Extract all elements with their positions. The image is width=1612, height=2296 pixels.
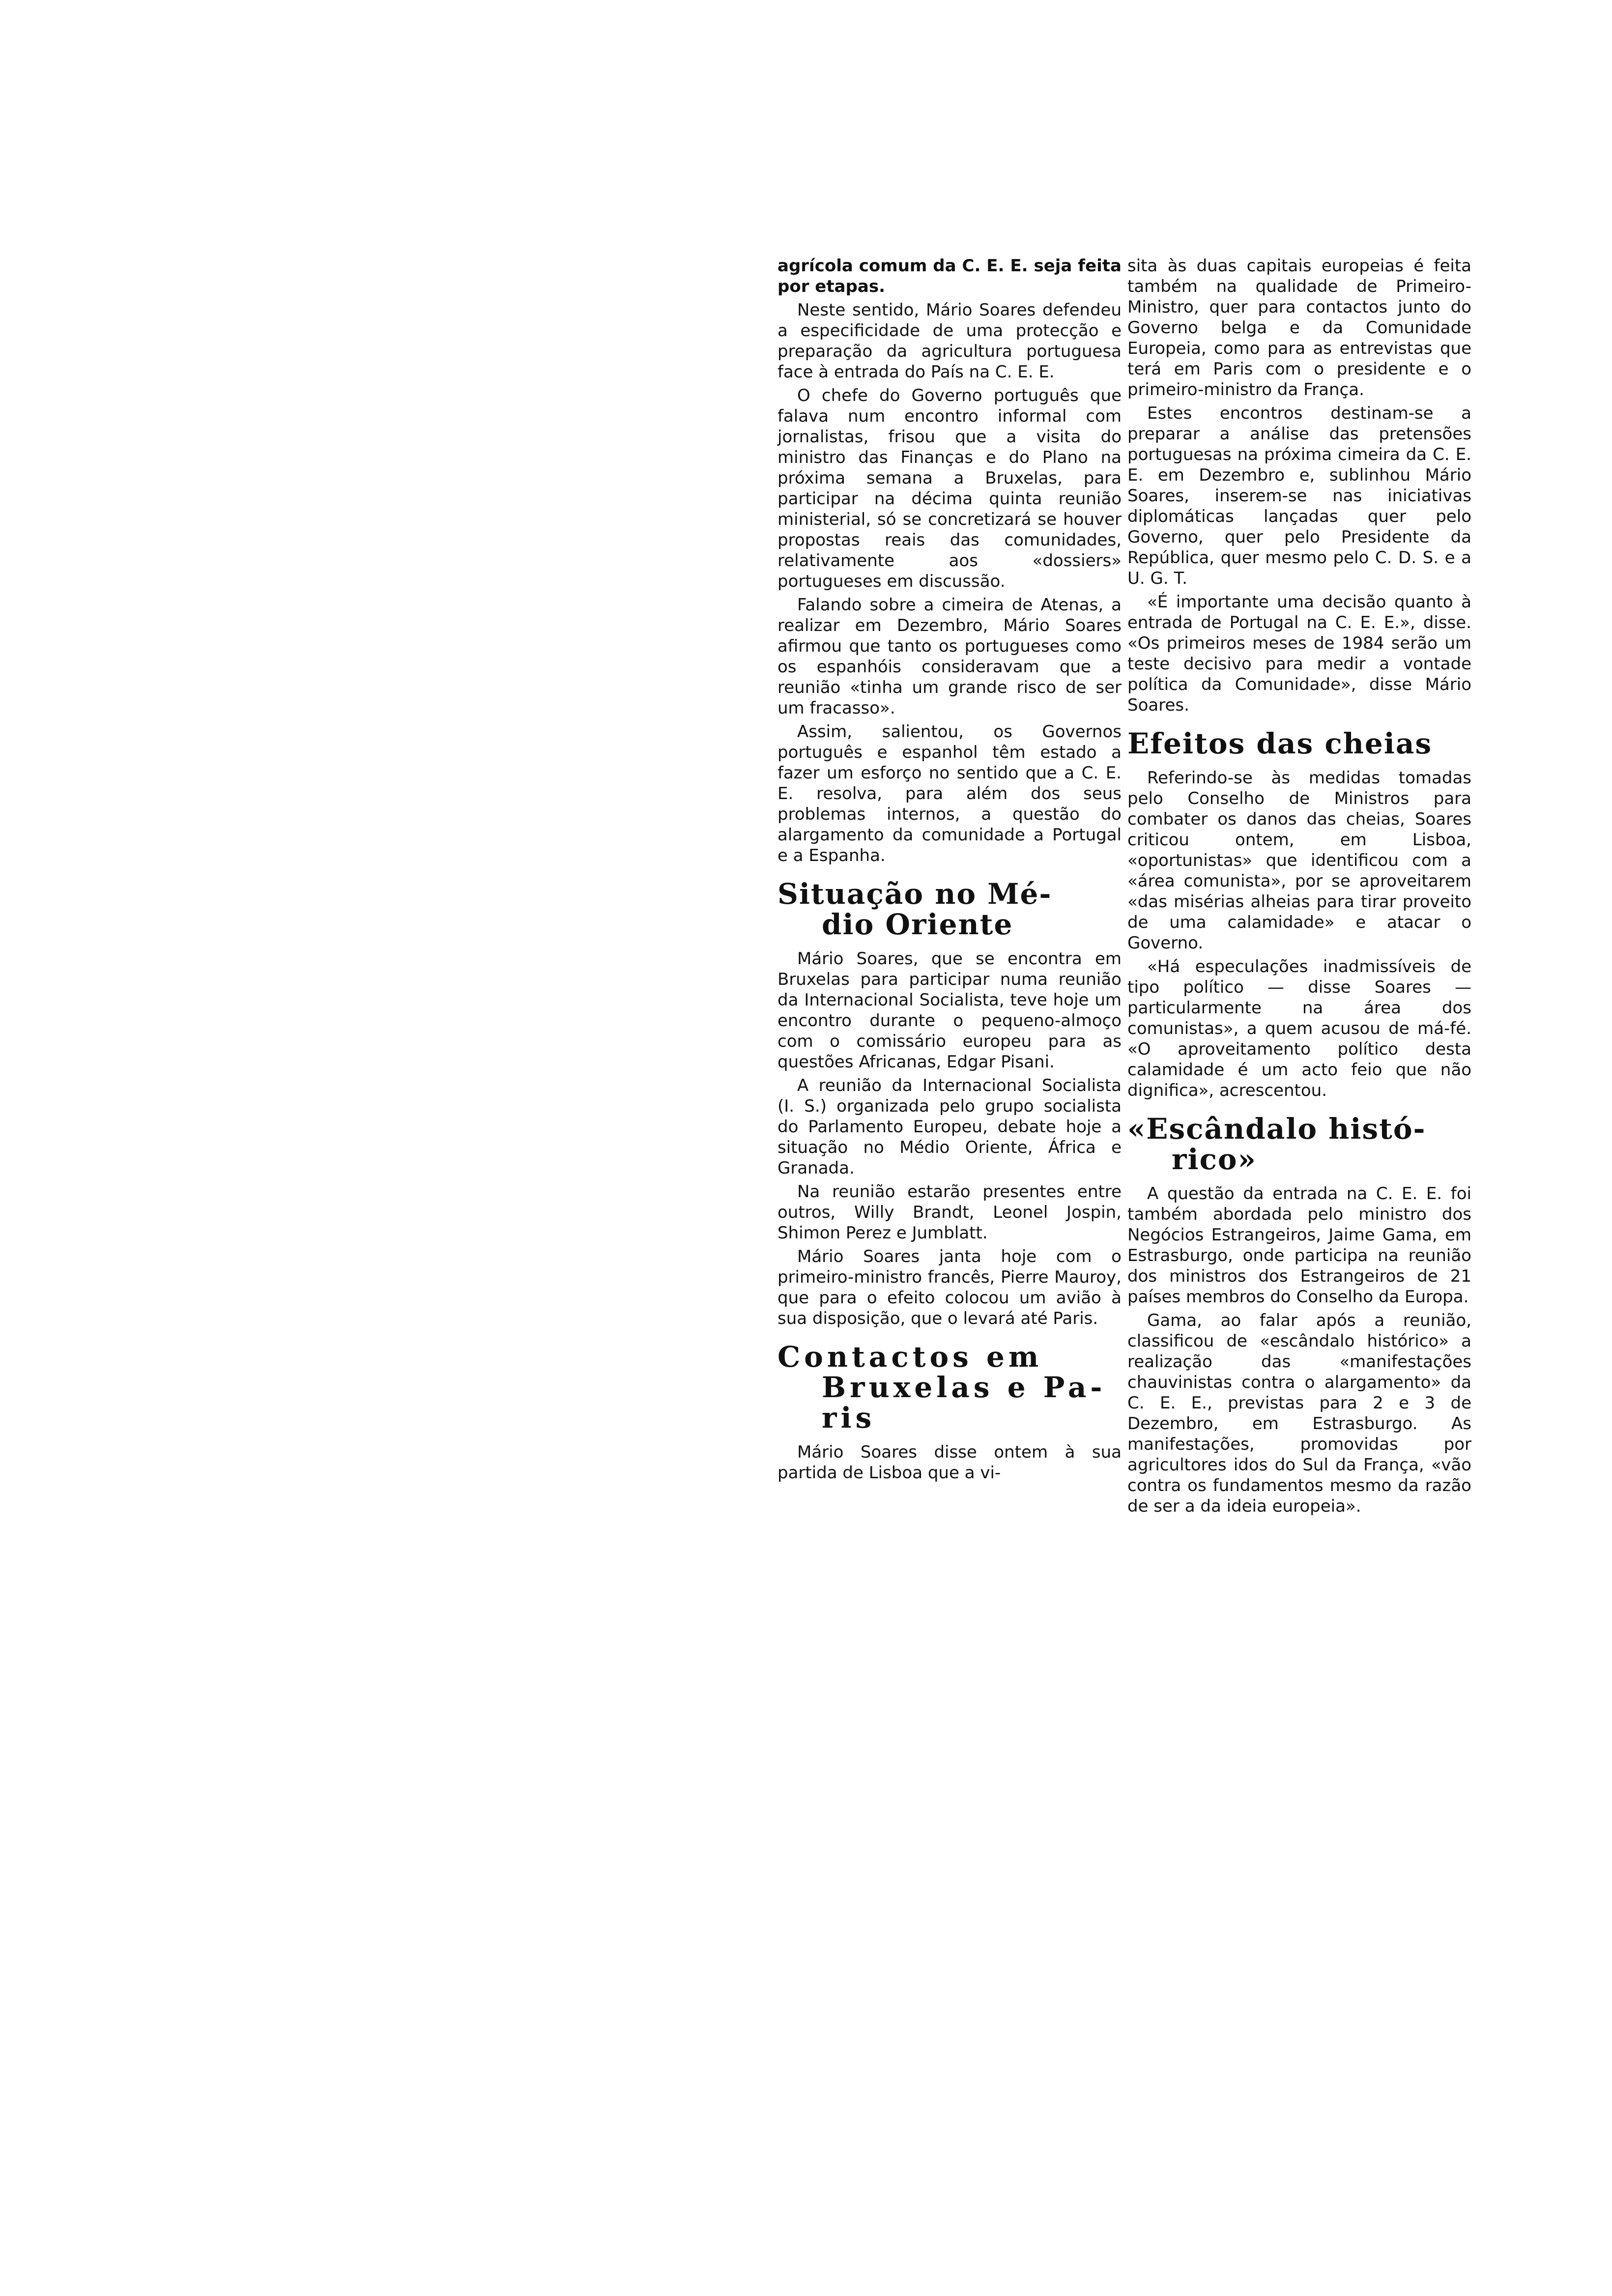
paragraph: O chefe do Governo português que falava num encontro informal com jornalistas, frisou que a visita do ministro das Finanças e do Plano na próxima semana a Bruxelas, para participar na décima quinta reunião ministerial, só se concretizará se houver propostas reais das comunidades, relativamente aos «dossiers» portugueses em discussão. bbox=[777, 386, 1122, 591]
heading-line: dio Oriente bbox=[822, 908, 1013, 941]
article-right-column bbox=[1127, 256, 1471, 1517]
section-heading-medio-oriente bbox=[777, 879, 1122, 940]
paragraph: «Há especulações inadmissíveis de tipo político — disse Soares — particularmente na área dos comunistas», a quem acusou de má-fé. «O aproveitamento político desta calamidade é um acto feio que não dignifica», acrescentou. bbox=[1127, 957, 1471, 1100]
heading-line: Bruxelas e Pa- bbox=[822, 1371, 1106, 1404]
paragraph: Mário Soares janta hoje com o primeiro-ministro francês, Pierre Mauroy, que para o efeito colocou um avião à sua disposição, que o levará até Paris. bbox=[777, 1247, 1122, 1328]
heading-line: rico» bbox=[1172, 1143, 1257, 1176]
paragraph: Neste sentido, Mário Soares defendeu a especificidade de uma protecção e preparação da agricultura portuguesa face à entrada do País na C. E. E. bbox=[777, 300, 1122, 382]
section-heading-escandalo bbox=[1127, 1114, 1471, 1175]
heading-line: «Escândalo histó- bbox=[1127, 1112, 1426, 1146]
heading-line: Situação no Mé- bbox=[777, 877, 1052, 911]
paragraph: A questão da entrada na C. E. E. foi também abordada pelo ministro dos Negócios Estrangeiros, Jaime Gama, em Estrasburgo, onde participa na reunião dos ministros dos Estrangeiros de 21 países membros do Conselho da Europa. bbox=[1127, 1184, 1471, 1307]
heading-line: Efeitos das cheias bbox=[1127, 727, 1433, 760]
paragraph: sita às duas capitais europeias é feita também na qualidade de Primeiro-Ministro, quer para contactos junto do Governo belga e da Comunidade Europeia, como para as entrevistas que terá em Paris com o presidente e o primeiro-ministro da França. bbox=[1127, 256, 1471, 400]
paragraph: Falando sobre a cimeira de Atenas, a realizar em Dezembro, Mário Soares afirmou que tanto os portugueses como os espanhóis consideravam que a reunião «tinha um grande risco de ser um fracasso». bbox=[777, 595, 1122, 718]
section-heading-efeitos-cheias bbox=[1127, 728, 1471, 759]
paragraph: Gama, ao falar após a reunião, classificou de «escândalo histórico» a realização das «manifestações chauvinistas contra o alargamento» da C. E. E., previstas para 2 e 3 de Dezembro, em Estrasburgo. As manifestações, promovidas por agricultores idos do Sul da França, «vão contra os fundamentos mesmo da razão de ser a da ideia europeia». bbox=[1127, 1311, 1471, 1516]
paragraph: Mário Soares disse ontem à sua partida de Lisboa que a vi- bbox=[777, 1442, 1122, 1483]
paragraph: Referindo-se às medidas tomadas pelo Conselho de Ministros para combater os danos das cheias, Soares criticou ontem, em Lisboa, «oportunistas» que identificou com a «área comunista», por se aproveitarem «das misérias alheias para tirar proveito de uma calamidade» e atacar o Governo. bbox=[1127, 768, 1471, 953]
paragraph: A reunião da Internacional Socialista (I. S.) organizada pelo grupo socialista do Parlamento Europeu, debate hoje a situação no Médio Oriente, África e Granada. bbox=[777, 1076, 1122, 1178]
heading-line: Contactos em bbox=[777, 1340, 1043, 1374]
heading-line: ris bbox=[822, 1401, 876, 1435]
paragraph: Mário Soares, que se encontra em Bruxelas para participar numa reunião da Internacional Socialista, teve hoje um encontro durante o pequeno-almoço com o comissário europeu para as questões Africanas, Edgar Pisani. bbox=[777, 949, 1122, 1072]
article-left-column bbox=[777, 256, 1122, 1483]
paragraph: agrícola comum da C. E. E. seja feita por etapas. bbox=[777, 256, 1122, 296]
section-heading-contactos bbox=[777, 1342, 1122, 1433]
paragraph: «É importante uma decisão quanto à entrada de Portugal na C. E. E.», disse. «Os primeiros meses de 1984 serão um teste decisivo para medir a vontade política da Comunidade», disse Mário Soares. bbox=[1127, 592, 1471, 715]
paragraph: Na reunião estarão presentes entre outros, Willy Brandt, Leonel Jospin, Shimon Perez e Jumblatt. bbox=[777, 1182, 1122, 1243]
paragraph: Assim, salientou, os Governos português e espanhol têm estado a fazer um esforço no sentido que a C. E. E. resolva, para além dos seus problemas internos, a questão do alargamento da comunidade a Portugal e a Espanha. bbox=[777, 722, 1122, 865]
paragraph: Estes encontros destinam-se a preparar a análise das pretensões portuguesas na próxima cimeira da C. E. E. em Dezembro e, sublinhou Mário Soares, inserem-se nas iniciativas diplomáticas lançadas quer pelo Governo, quer pelo Presidente da República, quer mesmo pelo C. D. S. e a U. G. T. bbox=[1127, 403, 1471, 588]
